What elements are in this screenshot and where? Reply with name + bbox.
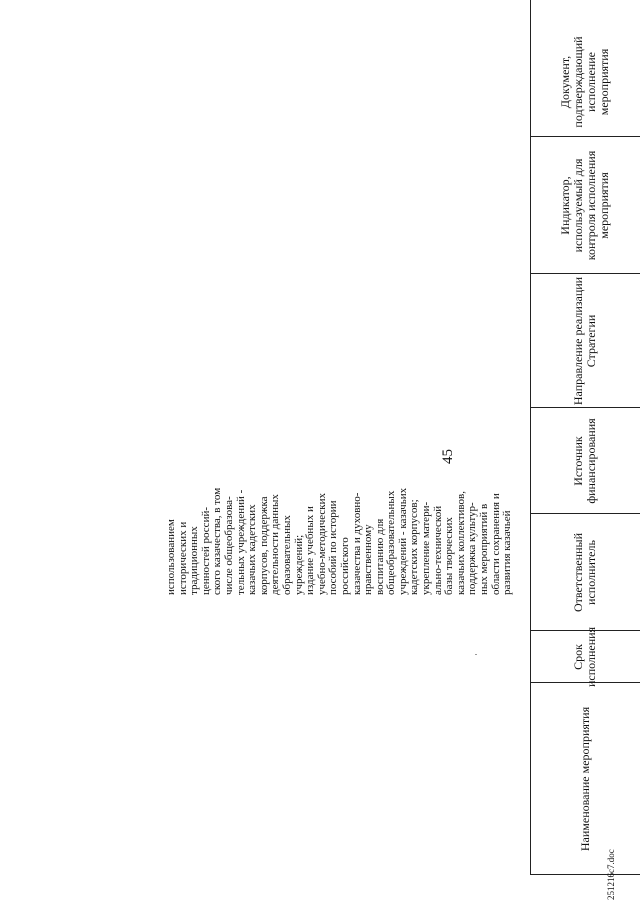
header-responsible: Ответственный исполнитель	[571, 532, 598, 613]
document-file-id: 251216с7.doc	[606, 849, 616, 900]
header-document: Документ, подтверждающий исполнение мероприятия	[558, 36, 611, 128]
strategy-direction-text: использованием исторических и традиционных ценностей россий- ского казачества, в том числе общеобразова- тельных учреждений - казачьих кадетских корпусов, поддержка деятельности данных образовательных учреждений; издание учебных и учебно-методических пособий по истории российского казачества и духовно- нравственному воспитанию для общеобразовательных учреждений - казачьих кадетских корпусов; укрепление матери- ально-технической базы творческих казачьих коллективов, поддержка культур- ных мероприятий в области сохранения и развития казачьей	[165, 487, 514, 595]
header-event-name: Наименование мероприятия	[577, 706, 592, 852]
page-number: 45	[440, 449, 456, 464]
header-indicator: Индикатор, используемый для контроля исполнения мероприятия	[558, 150, 611, 261]
header-funding-source: Источник финансирования	[571, 418, 598, 504]
header-deadline: Срок исполнения	[571, 626, 598, 688]
scan-speck	[475, 654, 477, 655]
header-strategy-direction: Направление реализации Стратегии	[571, 276, 598, 406]
